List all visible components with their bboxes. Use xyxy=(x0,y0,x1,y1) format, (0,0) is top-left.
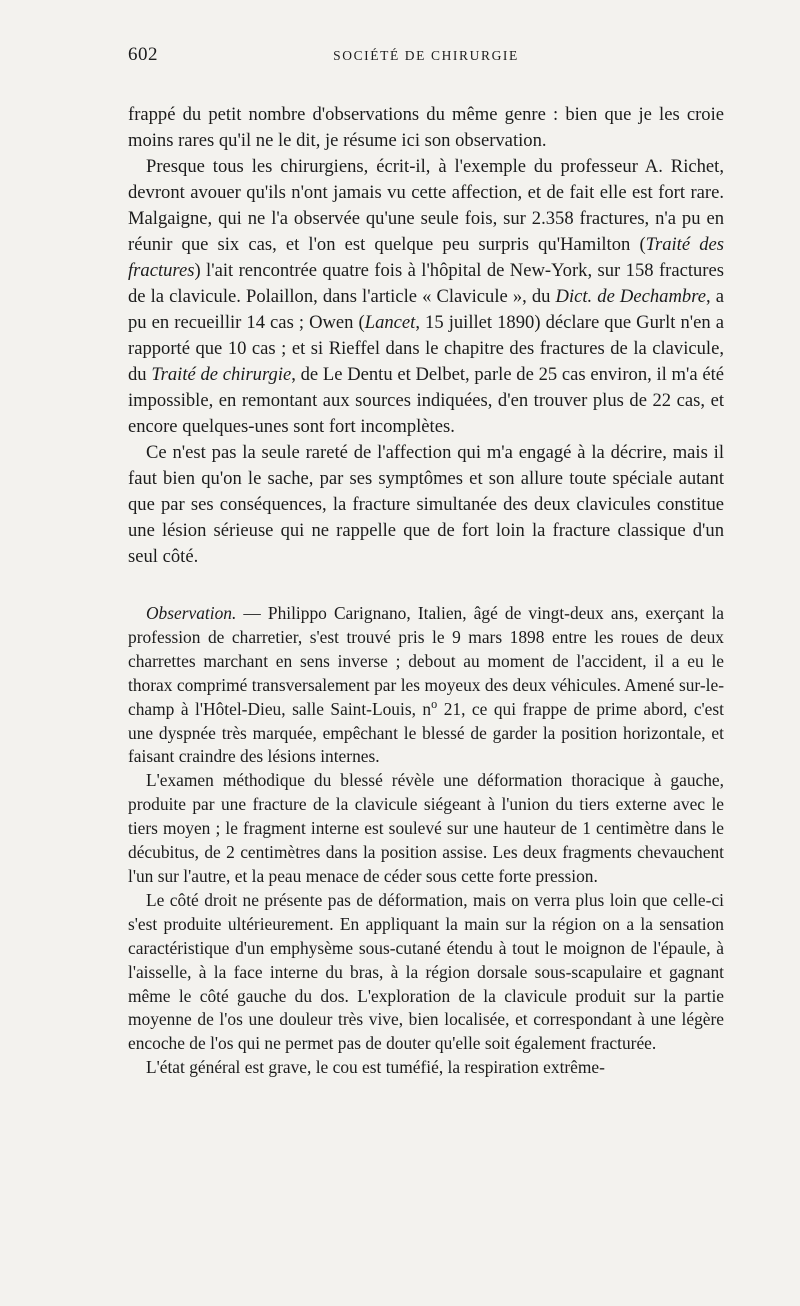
observation-paragraph-3: Le côté droit ne présente pas de déformation, mais on verra plus loin que celle-ci s'est produite ultérieurement. En appliquant la main sur la région on a la sensation caractéristique d'un emphysème sous-cutané étendu à tout le moignon de l'épaule, à l'aisselle, à la face interne du bras, à la région dorsale sous-scapulaire et gagnant même le côté gauche du dos. L'exploration de la clavicule produit sur la partie moyenne de l'os une douleur très vive, bien localisée, et correspondant à une légère encoche de l'os qui ne permet pas de douter qu'elle soit également fracturée. xyxy=(128,889,724,1054)
numero-superscript: o xyxy=(431,696,438,711)
observation-p1-text-b: 21, ce qui frappe de prime abord, c'est une dyspnée très marquée, empêchant le blessé de garder la position horizontale, et faisant craindre des lésions internes. xyxy=(128,698,724,767)
observation-label: Observation. xyxy=(146,603,237,623)
section-gap xyxy=(128,570,724,602)
citation-traite-de-chirurgie: Traité de chirurgie xyxy=(151,364,292,385)
intro-paragraph-3 xyxy=(128,440,724,570)
intro-p2-text-a: Presque tous les chirurgiens, écrit-il, à l'exemple du professeur A. Richet, devront avouer qu'ils n'ont jamais vu cette affection, et de fait elle est fort rare. Malgaigne, qui ne l'a observée qu'une seule fois, sur 2.358 fractures, n'a pu en réunir que six cas, et l'on est quelque peu surpris qu'Hamilton ( xyxy=(128,156,724,255)
page-header xyxy=(128,44,724,74)
intro-paragraph-3-text: Ce n'est pas la seule rareté de l'affection qui m'a engagé à la décrire, mais il faut bien qu'on le sache, par ses symptômes et son allure toute spéciale autant que par ses conséquences, la fracture simultanée des deux clavicules constitue une lésion sérieuse qui ne rappelle que de fort loin la fracture classique d'un seul côté. xyxy=(128,442,724,567)
intro-paragraph-1 xyxy=(128,102,724,154)
intro-p2-text-e: , de Le Dentu et Delbet, parle de 25 cas environ, il m'a été impossible, en remontant aux sources indiquées, d'en trouver plus de 22 cas, et encore quelques-unes sont fort incomplètes. xyxy=(128,364,724,437)
intro-p2-text-d: , 15 juillet 1890) déclare que Gurlt n'en a rapporté que 10 cas ; et si Rieffel dans le chapitre des fractures de la clavicule, du xyxy=(128,312,724,385)
running-title: SOCIÉTÉ DE CHIRURGIE xyxy=(333,48,519,63)
citation-dict-dechambre: Dict. de Dechambre xyxy=(555,286,706,307)
observation-paragraph-2: L'examen méthodique du blessé révèle une déformation thoracique à gauche, produite par une fracture de la clavicule siégeant à l'union du tiers externe avec le tiers moyen ; le fragment interne est soulevé sur une hauteur de 1 centimètre dans le décubitus, de 2 centimètres dans la position assise. Les deux fragments chevauchent l'un sur l'autre, et la peau menace de céder sous cette forte pression. xyxy=(128,770,724,886)
page-number: 602 xyxy=(128,44,158,65)
intro-paragraph-2 xyxy=(128,154,724,440)
intro-p2-text-b: ) l'ait rencontrée quatre fois à l'hôpital de New-York, sur 158 fractures de la clavicule. Polaillon, dans l'article « Clavicule », du xyxy=(128,260,724,307)
observation-paragraph-4: L'état général est grave, le cou est tuméfié, la respiration extrême- xyxy=(146,1057,605,1078)
intro-p2-text-c: , a pu en recueillir 14 cas ; Owen ( xyxy=(128,286,724,333)
intro-paragraph-1-text: frappé du petit nombre d'observations du même genre : bien que je les croie moins rares qu'il ne le dit, je résume ici son observation. xyxy=(128,104,724,151)
citation-lancet: Lancet xyxy=(364,312,416,333)
observation-paragraph-1 xyxy=(128,602,724,769)
observation-p1-text: — Philippo Carignano, Italien, âgé de vingt-deux ans, exerçant la profession de charretier, s'est trouvé pris le 9 mars 1898 entre les roues de deux charrettes marchant en sens inverse ; debout au moment de l'accident, il a eu le thorax comprimé transversalement par les moyeux des deux véhicules. Amené sur-le-champ à l'Hôtel-Dieu, salle Saint-Louis, n xyxy=(128,603,724,719)
citation-traite-des-fractures: Traité des fractures xyxy=(128,234,724,281)
page-body xyxy=(128,102,724,1080)
